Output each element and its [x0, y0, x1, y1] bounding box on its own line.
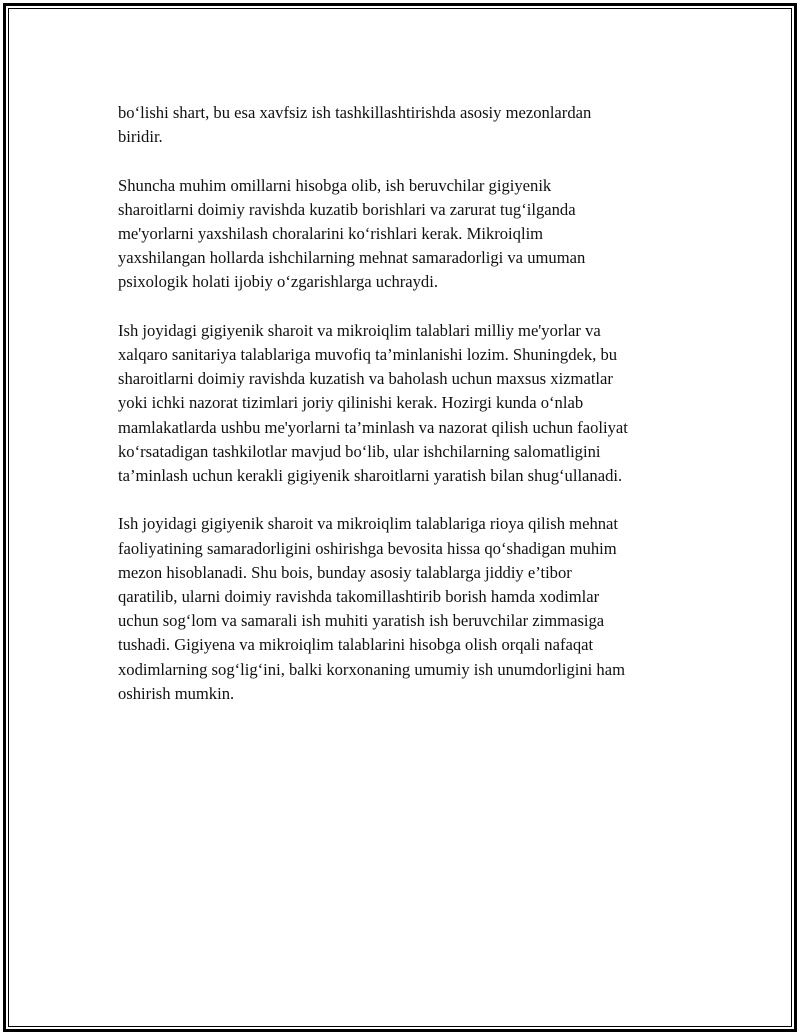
paragraph-line: Ish joyidagi gigiyenik sharoit va mikroiqlim talablariga rioya qilish mehnat	[118, 514, 619, 534]
paragraph-line: ta’minlash uchun kerakli gigiyenik sharoitlarni yaratish bilan shugʻullanadi.	[118, 466, 623, 486]
paragraph-line: sharoitlarni doimiy ravishda kuzatib borishlari va zarurat tugʻilganda	[118, 199, 576, 219]
paragraph-1	[118, 101, 698, 149]
paragraph-line: qaratilib, ularni doimiy ravishda takomillashtirib borish hamda xodimlar	[118, 587, 600, 607]
paragraph-line: biridir.	[118, 127, 163, 147]
paragraph-line: uchun sogʻlom va samarali ish muhiti yaratish ish beruvchilar zimmasiga	[118, 611, 605, 631]
paragraph-line: me'yorlarni yaxshilash choralarini koʻrishlari kerak. Mikroiqlim	[118, 224, 544, 243]
paragraph-line: oshirish mumkin.	[118, 683, 235, 703]
paragraph-line: sharoitlarni doimiy ravishda kuzatish va baholash uchun maxsus xizmatlar	[118, 369, 613, 389]
document-body	[118, 101, 698, 730]
paragraph-line: mezon hisoblanadi. Shu bois, bunday asosiy talablarga jiddiy e’tibor	[118, 562, 572, 582]
paragraph-4	[118, 512, 698, 706]
paragraph-line: Ish joyidagi gigiyenik sharoit va mikroiqlim talablari milliy me'yorlar va	[118, 320, 601, 340]
paragraph-2	[118, 174, 698, 295]
paragraph-line: xodimlarning sogʻligʻini, balki korxonaning umumiy ish unumdorligini ham	[118, 659, 625, 679]
document-page	[3, 3, 797, 1032]
paragraph-line: yoki ichki nazorat tizimlari joriy qilinishi kerak. Hozirgi kunda oʻnlab	[118, 393, 584, 413]
paragraph-line: Shuncha muhim omillarni hisobga olib, ish beruvchilar gigiyenik	[118, 175, 552, 195]
paragraph-3	[118, 319, 698, 488]
paragraph-line: boʻlishi shart, bu esa xavfsiz ish tashkillashtirishda asosiy mezonlardan	[118, 103, 592, 122]
paragraph-line: mamlakatlarda ushbu me'yorlarni ta’minlash va nazorat qilish uchun faoliyat	[118, 417, 628, 437]
paragraph-line: yaxshilangan hollarda ishchilarning mehnat samaradorligi va umuman	[118, 248, 586, 268]
paragraph-line: faoliyatining samaradorligini oshirishga bevosita hissa qoʻshadigan muhim	[118, 538, 617, 558]
paragraph-line: tushadi. Gigiyena va mikroiqlim talablarini hisobga olish orqali nafaqat	[118, 635, 594, 655]
paragraph-line: xalqaro sanitariya talablariga muvofiq ta’minlanishi lozim. Shuningdek, bu	[118, 345, 618, 364]
paragraph-line: koʻrsatadigan tashkilotlar mavjud boʻlib, ular ishchilarning salomatligini	[118, 441, 601, 461]
paragraph-line: psixologik holati ijobiy oʻzgarishlarga uchraydi.	[118, 272, 438, 292]
